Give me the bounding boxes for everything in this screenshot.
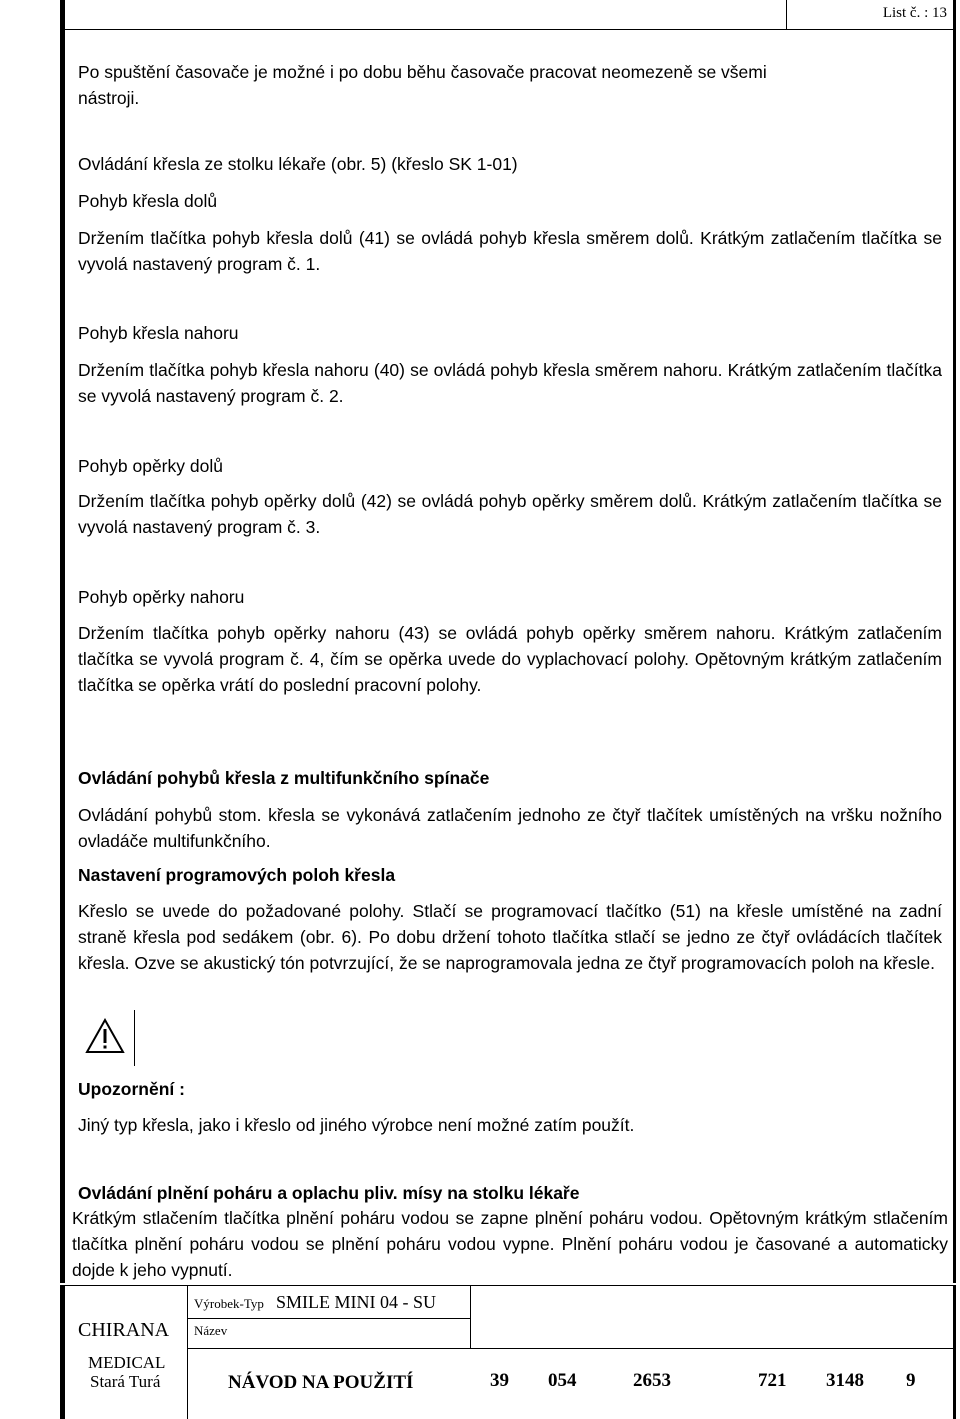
paragraph-seat-down: Držením tlačítka pohyb křesla dolů (41) se ovládá pohyb křesla směrem dolů. Krátkým zatlačením tlačítka se vyvolá nastavený program č. 1. — [78, 228, 942, 274]
footer-divider-type — [470, 1286, 471, 1348]
company-medical: MEDICAL — [88, 1353, 166, 1372]
paragraph-intro-line1: Po spuštění časovače je možné i po dobu běhu časovače pracovat neomezeně se všemi — [78, 62, 767, 82]
code-4: 721 — [758, 1370, 787, 1391]
heading-warning: Upozornění : — [78, 1079, 185, 1099]
paragraph-intro-line2: nástroji. — [78, 88, 140, 108]
footer-divider-company — [187, 1286, 188, 1419]
paragraph-cup-fill: Krátkým stlačením tlačítka plnění poháru vodou se zapne plnění poháru vodou. Opětovným krátkým stlačením tlačítka plnění poháru vodou se plnění poháru vodou vypne. Plnění poháru vodou je časované a automaticky dojde k jeho vypnutí. — [72, 1208, 948, 1280]
footer-left-border — [60, 1286, 65, 1419]
paragraph-backrest-down: Držením tlačítka pohyb opěrky dolů (42) se ovládá pohyb opěrky směrem dolů. Krátkým zatlačením tlačítka se vyvolá nastavený program č. 3. — [78, 491, 942, 537]
page-number: List č. : 13 — [882, 5, 947, 21]
footer-right-border — [953, 1286, 956, 1419]
name-label: Název — [194, 1323, 228, 1338]
section-title-control: Ovládání křesla ze stolku lékaře (obr. 5) (křeslo SK 1-01) — [78, 154, 518, 174]
footer-hline-codes — [470, 1348, 956, 1349]
paragraph-warning: Jiný typ křesla, jako i křeslo od jiného výrobce není možné zatím použít. — [78, 1115, 635, 1135]
heading-seat-down: Pohyb křesla dolů — [78, 191, 218, 211]
company-city: Stará Turá — [90, 1372, 161, 1391]
heading-cup-fill: Ovládání plnění poháru a oplachu pliv. mísy na stolku lékaře — [78, 1183, 580, 1203]
code-1: 39 — [490, 1370, 509, 1391]
footer-hline-type — [187, 1318, 470, 1319]
paragraph-program-positions: Křeslo se uvede do požadované polohy. Stlačí se programovací tlačítko (51) na křesle umístěné na zadní straně křesla pod sedákem (obr. 6). Po dobu držení tohoto tlačítka stlačí se jedno ze čtyř ovládácích tlačítek křesla. Ozve se akustický tón potvrzující, že se naprogramovala jedna ze čtyř programovacích poloh na křesle. — [78, 901, 942, 973]
heading-multifunction: Ovládání pohybů křesla z multifunkčního spínače — [78, 768, 490, 788]
footer-hline-name — [187, 1348, 470, 1349]
heading-backrest-down: Pohyb opěrky dolů — [78, 456, 223, 476]
company-name: CHIRANA — [78, 1319, 170, 1341]
heading-seat-up: Pohyb křesla nahoru — [78, 323, 239, 343]
code-6: 9 — [906, 1370, 916, 1391]
paragraph-backrest-up: Držením tlačítka pohyb opěrky nahoru (43) se ovládá pohyb opěrky směrem nahoru. Krátkým zatlačením tlačítka se vyvolá program č. 4, čím se opěrka uvede do vyplachovací polohy. Opětovným krátkým zatlačením tlačítka se opěrka vrátí do poslední pracovní polohy. — [78, 623, 942, 695]
code-2: 054 — [548, 1370, 577, 1391]
product-type-value: SMILE MINI 04 - SU — [276, 1292, 436, 1312]
header-bar — [60, 0, 956, 30]
warning-icon — [85, 1018, 125, 1054]
code-5: 3148 — [826, 1370, 864, 1391]
header-divider — [786, 0, 787, 29]
paragraph-seat-up: Držením tlačítka pohyb křesla nahoru (40) se ovládá pohyb křesla směrem nahoru. Krátkým zatlačením tlačítka se vyvolá nastavený program č. 2. — [78, 360, 942, 406]
warning-divider — [134, 1010, 135, 1066]
heading-program-positions: Nastavení programových poloh křesla — [78, 865, 396, 885]
document-title: NÁVOD NA POUŽITÍ — [228, 1372, 414, 1393]
paragraph-multifunction: Ovládání pohybů stom. křesla se vykonává zatlačením jednoho ze čtyř tlačítek umístěných na vršku nožního ovladáče multifunkčního. — [78, 805, 942, 851]
product-type-label: Výrobek-Typ — [194, 1296, 264, 1311]
code-3: 2653 — [633, 1370, 671, 1391]
heading-backrest-up: Pohyb opěrky nahoru — [78, 587, 245, 607]
footer — [60, 1285, 956, 1419]
